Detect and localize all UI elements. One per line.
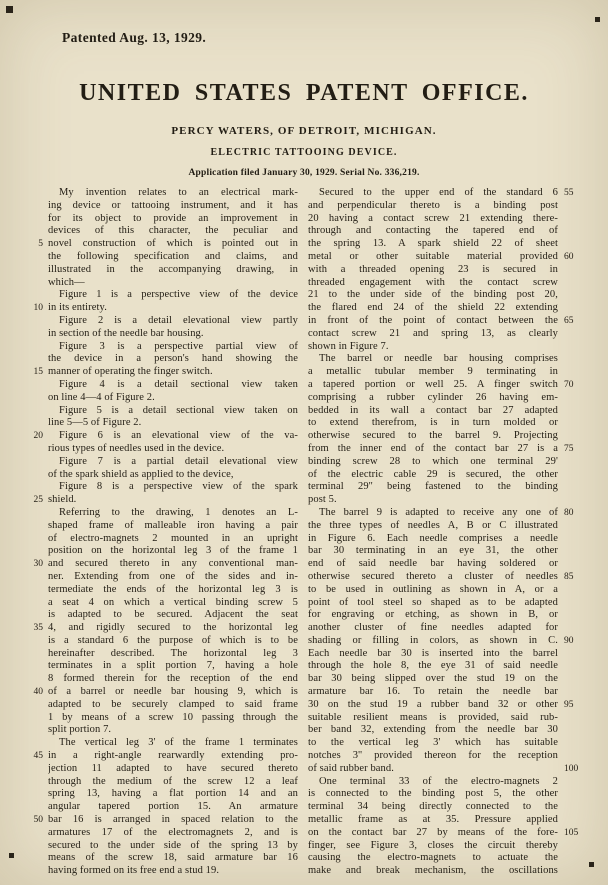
- spec-text-line: otherwise secured to the barrel 9. Projecting: [308, 430, 558, 442]
- spec-text-line: to the vertical leg 3' which has suitable: [308, 737, 558, 749]
- spec-text-line: in front of the point of contact between the: [308, 314, 558, 326]
- spec-text-line: adapted to be securely clamped to said frame: [48, 698, 298, 710]
- spec-text-line: 30 on the stud 19 a rubber band 32 or other: [308, 698, 558, 710]
- spec-text-line: Secured to the upper end of the standard 6: [319, 187, 558, 198]
- spec-text-line: for engraving or etching, as shown in B, or: [308, 609, 558, 621]
- spec-text-line: and secured thereto in any conventional man-: [48, 558, 298, 570]
- spec-text-line: bedded in its wall a contact bar 27 adapted: [308, 404, 558, 416]
- spec-text-line: The vertical leg 3' of the frame 1 terminates: [59, 737, 298, 749]
- spec-text-line: contact screw 21 and spring 13, as clearly: [308, 327, 558, 339]
- line-number: 60: [564, 252, 574, 262]
- spec-text-line: Figure 5 is a detail sectional view taken on: [59, 404, 298, 416]
- spec-text-line: make and break mechanism, the oscillations: [308, 865, 558, 877]
- spec-text-line: novel construction of which is pointed out in: [48, 238, 298, 250]
- line-number: 40: [33, 687, 43, 698]
- spec-text-line: finger, see Figure 3, closes the circuit thereby: [308, 839, 558, 851]
- spec-text-line: the three types of needles A, B or C illustrated: [308, 519, 558, 531]
- line-number: 95: [564, 700, 574, 710]
- spec-text-line: through the medium of the screw 12 a leaf: [48, 775, 298, 787]
- line-number: 10: [33, 303, 43, 314]
- line-number: 30: [33, 559, 43, 570]
- spec-text-line: the device in a person's hand showing the: [48, 353, 298, 365]
- spec-text-line: a seat 4 on which a vertical binding screw 5: [48, 596, 298, 608]
- spec-text-line: threaded engagement with the contact screw: [308, 276, 558, 288]
- spec-text-line: ber band 32, extending from the needle bar 30: [308, 724, 558, 736]
- spec-text-line: the flared end 24 of the shield 22 extending: [308, 302, 558, 314]
- spec-text-line: position on the horizontal leg 3 of the frame 1: [48, 545, 298, 557]
- spec-text-line: ing device or tattooing instrument, and it has: [48, 199, 298, 211]
- spec-text-line: having formed on its free end a stud 19.: [48, 865, 220, 877]
- spec-text-line: and perpendicular thereto is a binding post: [308, 199, 558, 211]
- spec-text-line: on line 4—4 of Figure 2.: [48, 391, 155, 403]
- inventor-line: PERCY WATERS, OF DETROIT, MICHIGAN.: [171, 125, 437, 137]
- line-number: 5: [38, 239, 43, 250]
- spec-text-line: 1 by means of a screw 10 passing through the: [48, 711, 298, 723]
- line-number: 25: [33, 495, 43, 506]
- spec-text-line: My invention relates to an electrical mark-: [59, 187, 298, 198]
- spec-text-line: point of tool steel so shaped as to be adapted: [308, 596, 558, 608]
- spec-text-line: spring 13, having a flat portion 14 and an: [48, 788, 298, 800]
- application-line: Application filed January 30, 1929. Serial No. 336,219.: [188, 168, 420, 178]
- spec-text-line: from the inner end of the contact bar 27 is a: [308, 442, 558, 454]
- spec-text-line: 20 having a contact screw 21 extending there-: [308, 212, 558, 224]
- spec-text-line: shown in Figure 7.: [308, 340, 389, 352]
- spec-text-line: is connected to the binding post 5, the other: [308, 788, 558, 800]
- spec-text-line: ner. Extending from one of the sides and in-: [48, 570, 298, 582]
- spec-text-line: terminal 34 being directly connected to the: [308, 801, 558, 813]
- spec-text-line: Referring to the drawing, 1 denotes an L-: [59, 506, 298, 518]
- spec-text-line: 21 to the under side of the binding post 20,: [308, 289, 558, 301]
- spec-text-line: manner of operating the finger switch.: [48, 366, 213, 378]
- line-number: 90: [564, 636, 574, 646]
- line-number: 80: [564, 508, 574, 518]
- spec-text-line: The barrel or needle bar housing comprises: [319, 353, 558, 365]
- spec-text-line: on the contact bar 27 by means of the fore-: [308, 826, 558, 838]
- spec-text-line: to extend therefrom, is in turn molded or: [308, 417, 558, 429]
- spec-text-line: split portion 7.: [48, 724, 112, 736]
- spec-text-line: 4, and rigidly secured to the horizontal leg: [48, 622, 298, 634]
- line-number: 35: [33, 623, 43, 634]
- spec-text-line: Figure 2 is a detail elevational view partly: [59, 314, 298, 326]
- spec-text-line: terminal 29'' being fastened to the binding: [308, 481, 558, 493]
- spec-text-line: is adapted to be secured. Adjacent the seat: [48, 609, 298, 621]
- spec-text-line: One terminal 33 of the electro-magnets 2: [319, 775, 558, 787]
- two-column-text: [0, 187, 608, 879]
- spec-text-line: illustrated in the accompanying drawing, in: [48, 263, 298, 275]
- line-number: 55: [564, 188, 574, 198]
- spec-text-line: suitable resilient means is provided, said rub-: [308, 711, 558, 723]
- spec-text-line: Figure 4 is a detail sectional view taken: [59, 378, 298, 390]
- page-title: UNITED STATES PATENT OFFICE.: [79, 80, 529, 106]
- line-number: 70: [564, 380, 574, 390]
- spec-text-line: rious types of needles used in the device.: [48, 442, 225, 454]
- spec-text-line: of electro-magnets 2 mounted in an upright: [48, 532, 298, 544]
- spec-text-line: of the spark shield as applied to the device,: [48, 468, 234, 480]
- spec-text-line: comprising a rubber cylinder 26 having em-: [308, 391, 558, 403]
- patent-date: Patented Aug. 13, 1929.: [62, 30, 207, 45]
- spec-text-line: through and contacting the tapered end of: [308, 225, 558, 237]
- spec-text-line: Figure 8 is a perspective view of the spark: [59, 481, 298, 493]
- spec-text-line: notches 3'' provided thereon for the reception: [308, 750, 558, 762]
- spec-text-line: in section of the needle bar housing.: [48, 327, 204, 339]
- spec-text-line: The barrel 9 is adapted to receive any one of: [319, 506, 558, 518]
- spec-text-line: for its object to provide an improvement in: [48, 212, 298, 224]
- spec-text-line: of the electric cable 29 is secured, the other: [308, 468, 558, 480]
- spec-text-line: in a right-angle rearwardly extending pro-: [48, 750, 298, 762]
- spec-text-line: a metallic tubular member 9 terminating in: [308, 366, 558, 378]
- spec-text-line: Figure 7 is a partial detail elevational view: [59, 455, 298, 467]
- spec-text-line: of said rubber band.: [308, 762, 394, 774]
- spec-text-line: is a standard 6 the purpose of which is to be: [48, 634, 298, 646]
- spec-text-line: of a barrel or needle bar housing 9, which is: [48, 686, 298, 698]
- line-numbers-right: [562, 187, 580, 879]
- corner-mark: [595, 17, 600, 22]
- spec-text-line: Figure 6 is an elevational view of the va-: [59, 430, 298, 442]
- spec-text-line: jection 11 adapted to have secured thereto: [48, 762, 298, 774]
- spec-text-line: line 5—5 of Figure 2.: [48, 417, 142, 429]
- invention-title: ELECTRIC TATTOOING DEVICE.: [210, 147, 398, 158]
- specification-body: [0, 187, 608, 879]
- line-number: 75: [564, 444, 574, 454]
- spec-text-line: bar 30 being slipped over the stud 19 on the: [308, 673, 558, 685]
- spec-text-line: to be used in outlining as shown in A, or a: [308, 583, 558, 595]
- spec-text-line: 8 formed therein for the reception of the end: [48, 673, 298, 685]
- spec-text-line: otherwise secured thereto a cluster of needles: [308, 570, 558, 582]
- spec-text-line: Figure 1 is a perspective view of the device: [59, 289, 298, 301]
- spec-text-line: shaped frame of malleable iron having a pair: [48, 519, 298, 531]
- spec-text-line: binding screw 28 to which one terminal 29': [308, 455, 558, 467]
- line-number: 15: [33, 367, 43, 378]
- spec-column-left: [48, 187, 298, 878]
- spec-text-line: another cluster of fine needles adapted for: [308, 622, 558, 634]
- spec-text-line: bar 30 terminating in an eye 31, the other: [308, 545, 558, 557]
- corner-mark: [6, 6, 13, 13]
- spec-column-right: [308, 187, 558, 878]
- spec-text-line: secured to the under side of the spring 13 by: [48, 839, 298, 851]
- spec-text-line: shading or filling in colors, as shown in C.: [308, 634, 558, 646]
- spec-text-line: termediate the ends of the horizontal leg 3 is: [48, 583, 298, 595]
- spec-text-line: through the hole 8, the eye 31 of said needle: [308, 660, 558, 672]
- spec-text-line: end of said needle bar having soldered or: [308, 558, 558, 570]
- spec-text-line: in Figure 6. Each needle comprises a needle: [308, 532, 558, 544]
- spec-text-line: in its entirety.: [48, 302, 107, 314]
- line-number: 100: [564, 764, 579, 774]
- spec-text-line: angular tapered portion 15. An armature: [48, 801, 298, 813]
- spec-text-line: a tapered portion or well 25. A finger switch: [308, 378, 558, 390]
- line-number: 45: [33, 751, 43, 762]
- spec-text-line: bar 16 is arranged in spaced relation to the: [48, 814, 298, 826]
- spec-text-line: devices of this character, the peculiar and: [48, 225, 298, 237]
- spec-text-line: with a threaded opening 23 is secured in: [308, 263, 558, 275]
- spec-text-line: Each needle bar 30 is inserted into the barrel: [308, 647, 558, 659]
- spec-text-line: terminates in a split portion 7, having a hole: [48, 660, 298, 672]
- spec-text-line: hereinafter described. The horizontal leg 3: [48, 647, 298, 659]
- spec-text-line: Figure 3 is a perspective partial view of: [59, 340, 298, 352]
- line-number: 65: [564, 316, 574, 326]
- spec-text-line: armature bar 16. To retain the needle bar: [308, 686, 558, 698]
- spec-text-line: the following specification and claims, and: [48, 250, 298, 262]
- line-number: 50: [33, 815, 43, 826]
- spec-text-line: the spring 13. A spark shield 22 of sheet: [308, 238, 558, 250]
- spec-text-line: armatures 17 of the electromagnets 2, and is: [48, 826, 298, 838]
- line-number: 85: [564, 572, 574, 582]
- line-number: 105: [564, 828, 579, 838]
- spec-text-line: means of the screw 18, said armature bar 16: [48, 852, 298, 864]
- spec-text-line: metal or other suitable material provided: [308, 250, 558, 262]
- line-number: 20: [33, 431, 43, 442]
- spec-text-line: which—: [48, 276, 85, 288]
- spec-text-line: metallic frame as at 35. Pressure applied: [308, 814, 558, 826]
- spec-text-line: shield.: [48, 494, 77, 506]
- spec-text-line: post 5.: [308, 494, 337, 506]
- spec-text-line: causing the electro-magnets to actuate the: [308, 852, 558, 864]
- line-numbers-left: [26, 187, 44, 879]
